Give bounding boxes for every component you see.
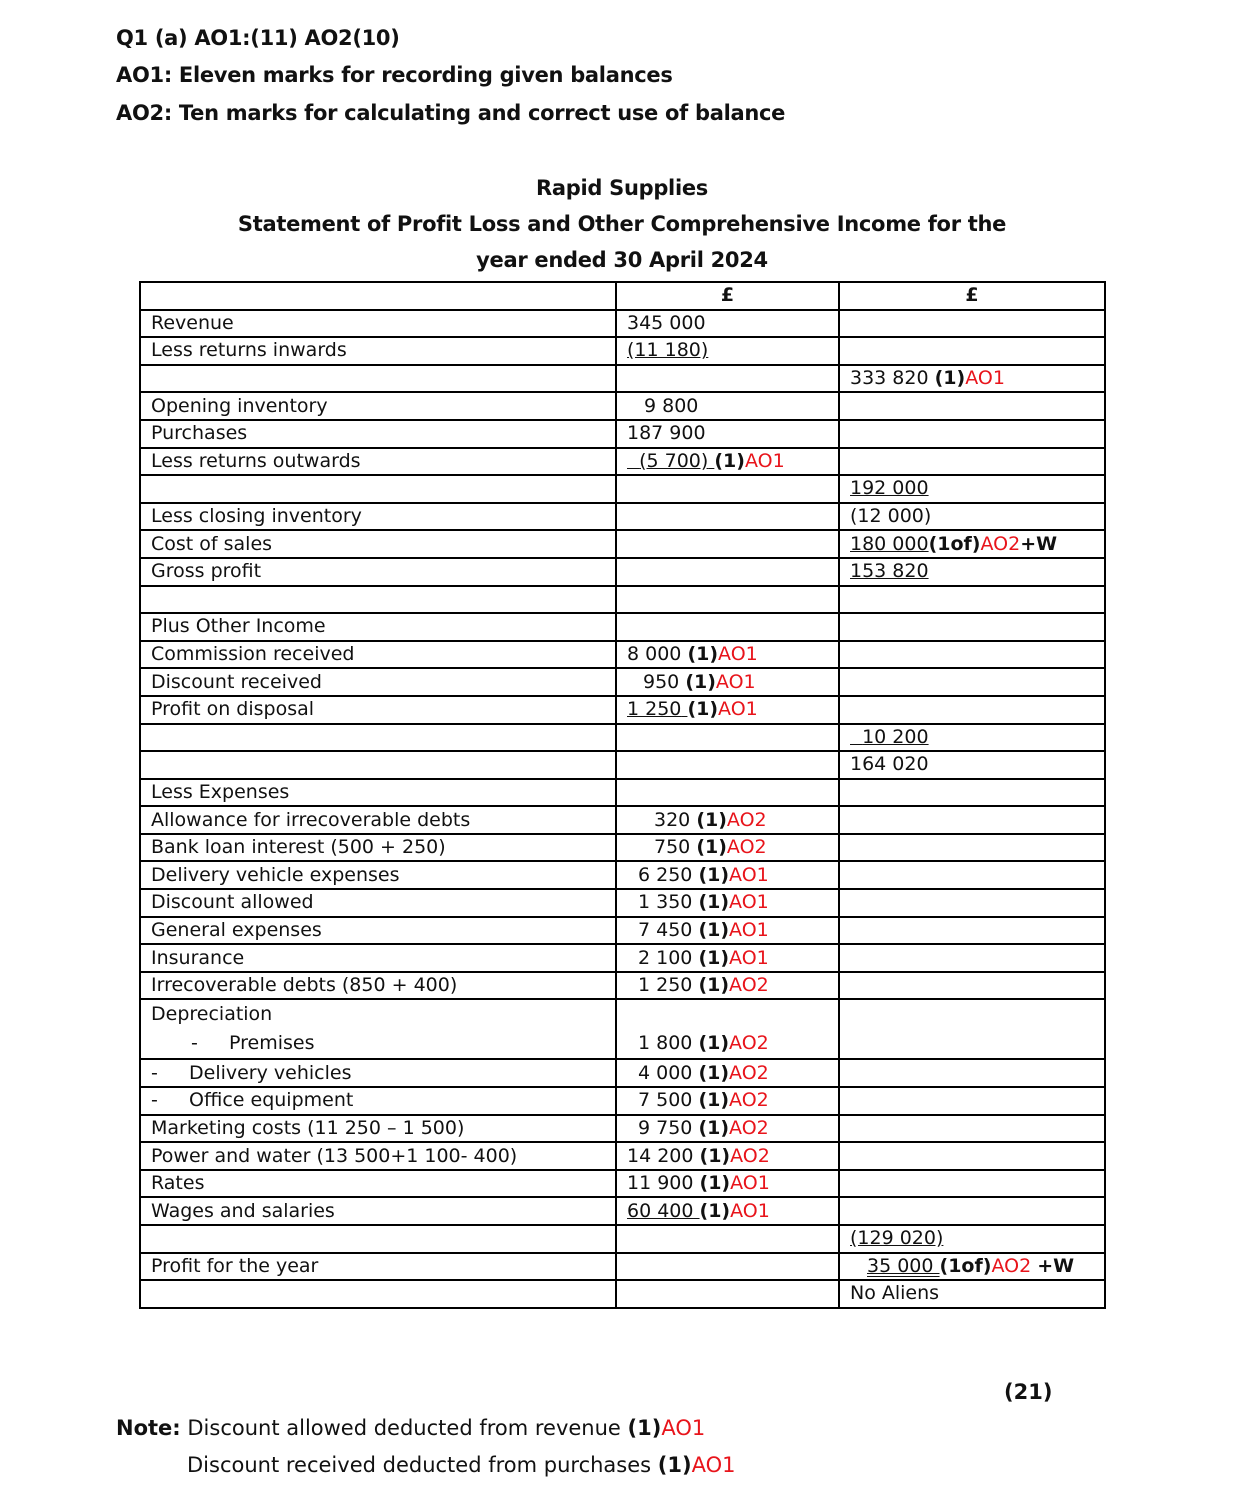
ao-tag: AO1	[965, 367, 1005, 390]
mark: (1)	[699, 1144, 731, 1167]
amount-col3	[839, 1142, 1105, 1170]
working-suffix: +W	[1020, 532, 1058, 555]
amount-value: 1 250	[638, 974, 693, 997]
statement-title-line1: Statement of Profit Loss and Other Comprehensive Income for the	[237, 212, 1007, 236]
row-label: Discount allowed	[140, 889, 616, 917]
table-row	[140, 1197, 1105, 1225]
row-label: General expenses	[140, 917, 616, 945]
ao-tag: AO2	[729, 1061, 769, 1084]
amount-col2	[616, 475, 839, 503]
mark: (1)	[698, 1116, 730, 1139]
amount-col2	[616, 1115, 839, 1143]
note-line-1	[116, 1416, 705, 1440]
mark: (1)	[698, 1089, 730, 1112]
amount-value: 9 750	[638, 1116, 693, 1139]
amount-col2	[616, 999, 839, 1059]
row-label	[140, 1280, 616, 1308]
amount-value: 60 400	[627, 1199, 694, 1222]
amount-col3	[839, 889, 1105, 917]
amount-value: 6 250	[638, 863, 693, 886]
amount-col3: 164 020	[839, 751, 1105, 779]
mark: (1)	[627, 1416, 662, 1440]
amount-col2	[616, 1170, 839, 1198]
table-row	[140, 586, 1105, 614]
row-label: Less returns outwards	[140, 448, 616, 476]
ao-tag: AO2	[729, 974, 769, 997]
mark: (1)	[698, 918, 730, 941]
ao-tag: AO2	[991, 1254, 1032, 1277]
row-label: Delivery vehicle expenses	[140, 861, 616, 889]
amount-col3	[839, 310, 1105, 338]
table-row	[140, 641, 1105, 669]
table-row	[140, 1059, 1105, 1087]
amount-value: 750	[654, 836, 691, 859]
row-label: Gross profit	[140, 558, 616, 586]
ao-tag: AO2	[729, 1089, 769, 1112]
amount-col2	[616, 751, 839, 779]
statement-title-line2: year ended 30 April 2024	[476, 248, 768, 272]
ao-tag: AO2	[726, 808, 767, 831]
amount-col3	[839, 917, 1105, 945]
company-name: Rapid Supplies	[536, 176, 708, 200]
header-label	[140, 282, 616, 310]
mark: (1)	[698, 946, 730, 969]
amount-value: 2 100	[638, 946, 693, 969]
amount-col2	[616, 558, 839, 586]
row-label: Commission received	[140, 641, 616, 669]
table-row	[140, 448, 1105, 476]
ao-tag: AO1	[729, 946, 769, 969]
amount-col2	[616, 834, 839, 862]
amount-col2	[616, 392, 839, 420]
amount-col3	[839, 724, 1105, 752]
mark: (1)	[698, 863, 730, 886]
amount-value: (129 020)	[850, 1227, 944, 1250]
table-row	[140, 779, 1105, 807]
sub-label: Office equipment	[189, 1089, 354, 1112]
amount-col3	[839, 1115, 1105, 1143]
row-label: Insurance	[140, 944, 616, 972]
row-label	[140, 1059, 616, 1087]
amount-value: (5 700)	[639, 449, 709, 472]
table-row	[140, 1225, 1105, 1253]
mark: (1)	[699, 1172, 731, 1195]
dash-bullet: -	[191, 1032, 198, 1055]
header-pound-1: £	[616, 282, 839, 310]
amount-col2: 187 900	[616, 420, 839, 448]
mark: (1)	[714, 449, 745, 472]
amount-col3	[839, 1059, 1105, 1087]
amount-col2	[616, 1253, 839, 1281]
row-label: Discount received	[140, 668, 616, 696]
amount-col2	[616, 972, 839, 1000]
amount-col2	[616, 1225, 839, 1253]
amount-col3	[839, 337, 1105, 365]
amount-col2	[616, 724, 839, 752]
table-row	[140, 310, 1105, 338]
ao-tag: AO2	[729, 1116, 769, 1139]
mark: (1of)	[928, 532, 981, 555]
row-label: Purchases	[140, 420, 616, 448]
ao-tag: AO2	[980, 532, 1021, 555]
amount-col2	[616, 641, 839, 669]
row-label	[140, 1087, 616, 1115]
mark: (1)	[687, 698, 719, 721]
table-row	[140, 503, 1105, 531]
row-label	[140, 724, 616, 752]
table-row	[140, 420, 1105, 448]
row-label: Wages and salaries	[140, 1197, 616, 1225]
header-pound-2: £	[839, 282, 1105, 310]
amount-col2	[616, 365, 839, 393]
amount-col3	[839, 365, 1105, 393]
mark: (1)	[698, 1061, 730, 1084]
amount-col2	[616, 337, 839, 365]
ao1-description: AO1: Eleven marks for recording given balances	[116, 63, 673, 87]
row-label	[140, 365, 616, 393]
ao-tag: AO1	[729, 891, 769, 914]
total-marks: (21)	[1004, 1380, 1053, 1404]
row-label: Less closing inventory	[140, 503, 616, 531]
row-label: Less Expenses	[140, 779, 616, 807]
amount-value: 4 000	[638, 1061, 693, 1084]
amount-col3	[839, 806, 1105, 834]
amount-col3	[839, 779, 1105, 807]
amount-col2	[616, 448, 839, 476]
amount-value: 192 000	[850, 477, 929, 500]
amount-col2	[616, 503, 839, 531]
amount-col2	[616, 1197, 839, 1225]
amount-col3	[839, 558, 1105, 586]
amount-col2	[616, 668, 839, 696]
amount-col3	[839, 1253, 1105, 1281]
row-label: Plus Other Income	[140, 613, 616, 641]
amount-col2	[616, 917, 839, 945]
amount-col3	[839, 448, 1105, 476]
row-label: Irrecoverable debts (850 + 400)	[140, 972, 616, 1000]
amount-col3	[839, 834, 1105, 862]
amount-col2	[616, 1059, 839, 1087]
amount-col2	[616, 944, 839, 972]
amount-value: (11 180)	[627, 339, 709, 362]
note-text: Discount received deducted from purchases	[187, 1453, 652, 1477]
ao-tag: AO1	[691, 1453, 736, 1477]
mark: (1)	[698, 891, 730, 914]
ao-tag: AO1	[718, 698, 758, 721]
amount-col3	[839, 1225, 1105, 1253]
table-row	[140, 944, 1105, 972]
row-label	[140, 751, 616, 779]
amount-value: 333 820	[850, 367, 929, 390]
note-text: Discount allowed deducted from revenue	[187, 1416, 621, 1440]
amount-col3	[839, 696, 1105, 724]
table-row	[140, 861, 1105, 889]
row-label: Profit for the year	[140, 1253, 616, 1281]
table-row	[140, 668, 1105, 696]
table-row	[140, 751, 1105, 779]
table-row	[140, 1170, 1105, 1198]
table-row	[140, 724, 1105, 752]
amount-col3	[839, 972, 1105, 1000]
amount-col2	[616, 806, 839, 834]
amount-col3	[839, 613, 1105, 641]
row-label: Bank loan interest (500 + 250)	[140, 834, 616, 862]
amount-col3: (12 000)	[839, 503, 1105, 531]
table-row	[140, 806, 1105, 834]
row-label: Rates	[140, 1170, 616, 1198]
row-label: Revenue	[140, 310, 616, 338]
dash-bullet: -	[151, 1089, 158, 1112]
ao-tag: AO1	[718, 643, 758, 666]
table-row	[140, 392, 1105, 420]
ao-tag: AO2	[726, 836, 767, 859]
table-row	[140, 1280, 1105, 1308]
table-row	[140, 696, 1105, 724]
row-label: Less returns inwards	[140, 337, 616, 365]
amount-col3	[839, 586, 1105, 614]
income-statement-table	[139, 281, 1106, 1309]
table-row	[140, 889, 1105, 917]
ao-tag: AO1	[730, 1199, 770, 1222]
amount-value: 320	[654, 808, 691, 831]
amount-col2	[616, 861, 839, 889]
sub-label: Delivery vehicles	[189, 1061, 352, 1084]
ao2-description: AO2: Ten marks for calculating and correct use of balance	[116, 101, 786, 125]
amount-col3	[839, 1197, 1105, 1225]
amount-col3	[839, 861, 1105, 889]
question-heading: Q1 (a) AO1:(11) AO2(10)	[116, 26, 400, 50]
amount-value: 1 250	[627, 698, 682, 721]
table-row	[140, 1142, 1105, 1170]
amount-col2	[616, 1142, 839, 1170]
ao-tag: AO1	[729, 863, 769, 886]
table-row	[140, 475, 1105, 503]
amount-value: 950	[643, 670, 680, 693]
table-row	[140, 530, 1105, 558]
amount-value: 10 200	[862, 725, 929, 748]
amount-col2	[616, 1087, 839, 1115]
ao-tag: AO1	[661, 1416, 706, 1440]
row-label: Allowance for irrecoverable debts	[140, 806, 616, 834]
row-label: Marketing costs (11 250 – 1 500)	[140, 1115, 616, 1143]
mark: (1)	[657, 1453, 692, 1477]
table-row	[140, 558, 1105, 586]
amount-col2: 345 000	[616, 310, 839, 338]
table-row	[140, 337, 1105, 365]
amount-value: 153 820	[850, 560, 929, 583]
table-row	[140, 917, 1105, 945]
amount-col3	[839, 944, 1105, 972]
amount-value: 11 900	[627, 1172, 694, 1195]
amount-value: 9 800	[644, 394, 699, 417]
row-label	[140, 1225, 616, 1253]
table-row	[140, 365, 1105, 393]
ao-tag: AO2	[730, 1144, 770, 1167]
amount-value: 14 200	[627, 1144, 694, 1167]
row-label: Cost of sales	[140, 530, 616, 558]
mark: (1)	[934, 367, 966, 390]
table-row	[140, 1115, 1105, 1143]
amount-col3	[839, 641, 1105, 669]
ao-tag: AO1	[730, 1172, 770, 1195]
mark: (1)	[696, 808, 727, 831]
table-row	[140, 1253, 1105, 1281]
amount-col2	[616, 1280, 839, 1308]
ao-tag: AO1	[744, 449, 785, 472]
amount-value: 7 500	[638, 1089, 693, 1112]
sub-label: Premises	[229, 1032, 315, 1055]
amount-col3	[839, 392, 1105, 420]
amount-col3	[839, 420, 1105, 448]
ao-tag: AO2	[729, 1032, 769, 1055]
row-label	[140, 999, 616, 1059]
amount-col3	[839, 1170, 1105, 1198]
dash-bullet: -	[151, 1061, 158, 1084]
working-suffix: +W	[1037, 1254, 1075, 1277]
table-row	[140, 972, 1105, 1000]
amount-col2	[616, 889, 839, 917]
depreciation-heading: Depreciation	[151, 1003, 273, 1026]
amount-col3	[839, 1087, 1105, 1115]
amount-value: 7 450	[638, 918, 693, 941]
mark: (1)	[696, 836, 727, 859]
amount-value: 8 000	[627, 643, 682, 666]
amount-value: 1 800	[638, 1032, 693, 1055]
mark: (1)	[699, 1199, 731, 1222]
mark: (1)	[698, 1032, 730, 1055]
mark: (1)	[698, 974, 730, 997]
amount-col3: No Aliens	[839, 1280, 1105, 1308]
note-line-2	[187, 1453, 735, 1477]
row-label	[140, 475, 616, 503]
amount-col3	[839, 668, 1105, 696]
table-row	[140, 613, 1105, 641]
table-row	[140, 834, 1105, 862]
ao-tag: AO1	[729, 918, 769, 941]
amount-col2	[616, 613, 839, 641]
mark: (1)	[685, 670, 716, 693]
amount-col2	[616, 779, 839, 807]
mark: (1of)	[939, 1254, 992, 1277]
row-label: Opening inventory	[140, 392, 616, 420]
table-header-row	[140, 282, 1105, 310]
amount-col3	[839, 530, 1105, 558]
amount-col2	[616, 696, 839, 724]
amount-col2	[616, 530, 839, 558]
mark: (1)	[687, 643, 719, 666]
row-label	[140, 586, 616, 614]
amount-col2	[616, 586, 839, 614]
row-label: Profit on disposal	[140, 696, 616, 724]
table-row	[140, 1087, 1105, 1115]
amount-value: 1 350	[638, 891, 693, 914]
amount-col3	[839, 475, 1105, 503]
amount-col3	[839, 999, 1105, 1059]
note-label: Note:	[116, 1416, 181, 1440]
table-row	[140, 999, 1105, 1059]
amount-value: 35 000	[867, 1254, 934, 1277]
row-label: Power and water (13 500+1 100- 400)	[140, 1142, 616, 1170]
ao-tag: AO1	[715, 670, 756, 693]
amount-value: 180 000	[850, 532, 929, 555]
